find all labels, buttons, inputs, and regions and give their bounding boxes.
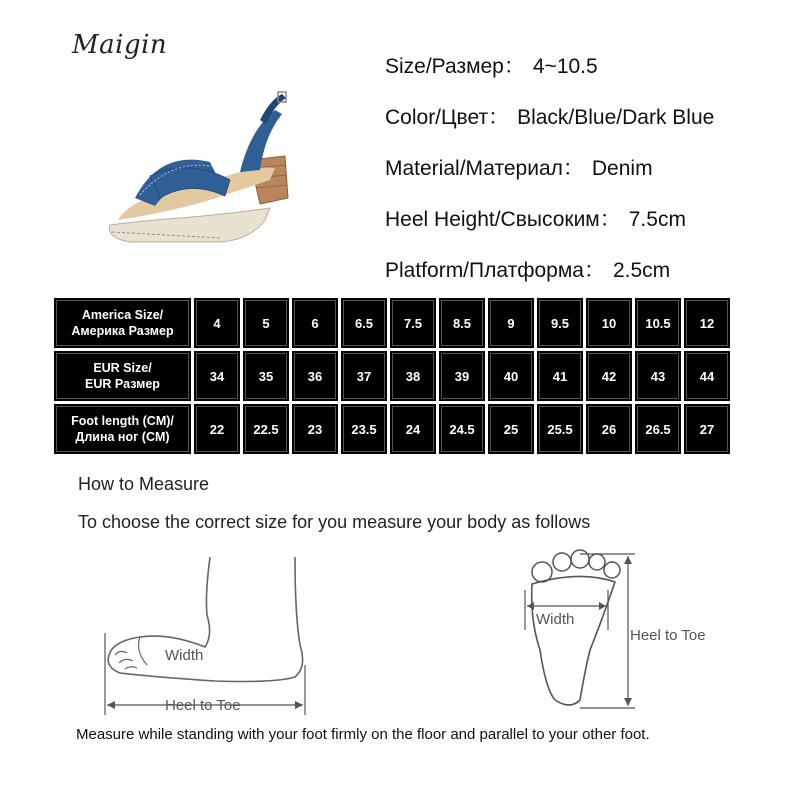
row-header: Foot length (CM)/ Длина ног (CM) [54,404,191,454]
measure-title: How to Measure [78,474,210,494]
spec-heel-height: Heel Height/Свысоким： 7.5cm [385,208,686,231]
size-cell: 10.5 [635,298,681,348]
spec-size: Size/Размер： 4~10.5 [385,55,598,78]
size-cell: 23.5 [341,404,387,454]
side-length-label: Heel to Toe [165,697,241,714]
size-cell: 34 [194,351,240,401]
size-cell: 10 [586,298,632,348]
size-cell: 41 [537,351,583,401]
size-cell: 24.5 [439,404,485,454]
size-cell: 43 [635,351,681,401]
size-cell: 6 [292,298,338,348]
foot-side-diagram [95,555,325,725]
size-cell: 9.5 [537,298,583,348]
size-cell: 42 [586,351,632,401]
table-row-us [54,298,730,348]
size-cell: 22 [194,404,240,454]
spec-color: Color/Цвет： Black/Blue/Dark Blue [385,106,715,129]
brand-logo: Maigin [72,30,168,60]
table-row-eur [54,351,730,401]
table-row-foot-length [54,404,730,454]
size-cell: 8.5 [439,298,485,348]
size-cell: 5 [243,298,289,348]
spec-platform: Platform/Платформа： 2.5cm [385,259,671,282]
size-cell: 36 [292,351,338,401]
row-header: EUR Size/ EUR Размер [54,351,191,401]
size-cell: 37 [341,351,387,401]
size-cell: 40 [488,351,534,401]
size-cell: 39 [439,351,485,401]
size-cell: 22.5 [243,404,289,454]
size-cell: 25 [488,404,534,454]
size-cell: 38 [390,351,436,401]
product-image [100,80,310,250]
spec-material: Material/Материал： Denim [385,157,653,180]
measure-subtitle: To choose the correct size for you measure your body as follows [78,512,591,532]
bottom-length-label: Heel to Toe [630,627,706,644]
row-header: America Size/ Америка Размер [54,298,191,348]
size-cell: 25.5 [537,404,583,454]
size-cell: 35 [243,351,289,401]
size-cell: 4 [194,298,240,348]
size-cell: 12 [684,298,730,348]
size-table [51,295,733,457]
side-width-label: Width [165,647,204,664]
size-cell: 26 [586,404,632,454]
size-cell: 6.5 [341,298,387,348]
size-cell: 7.5 [390,298,436,348]
foot-bottom-diagram [510,540,740,715]
spec-list [385,52,714,307]
size-cell: 24 [390,404,436,454]
size-cell: 26.5 [635,404,681,454]
size-cell: 9 [488,298,534,348]
bottom-width-label: Width [536,611,575,628]
measure-note: Measure while standing with your foot firmly on the floor and parallel to your other foot. [76,726,650,743]
size-cell: 23 [292,404,338,454]
size-cell: 27 [684,404,730,454]
size-cell: 44 [684,351,730,401]
